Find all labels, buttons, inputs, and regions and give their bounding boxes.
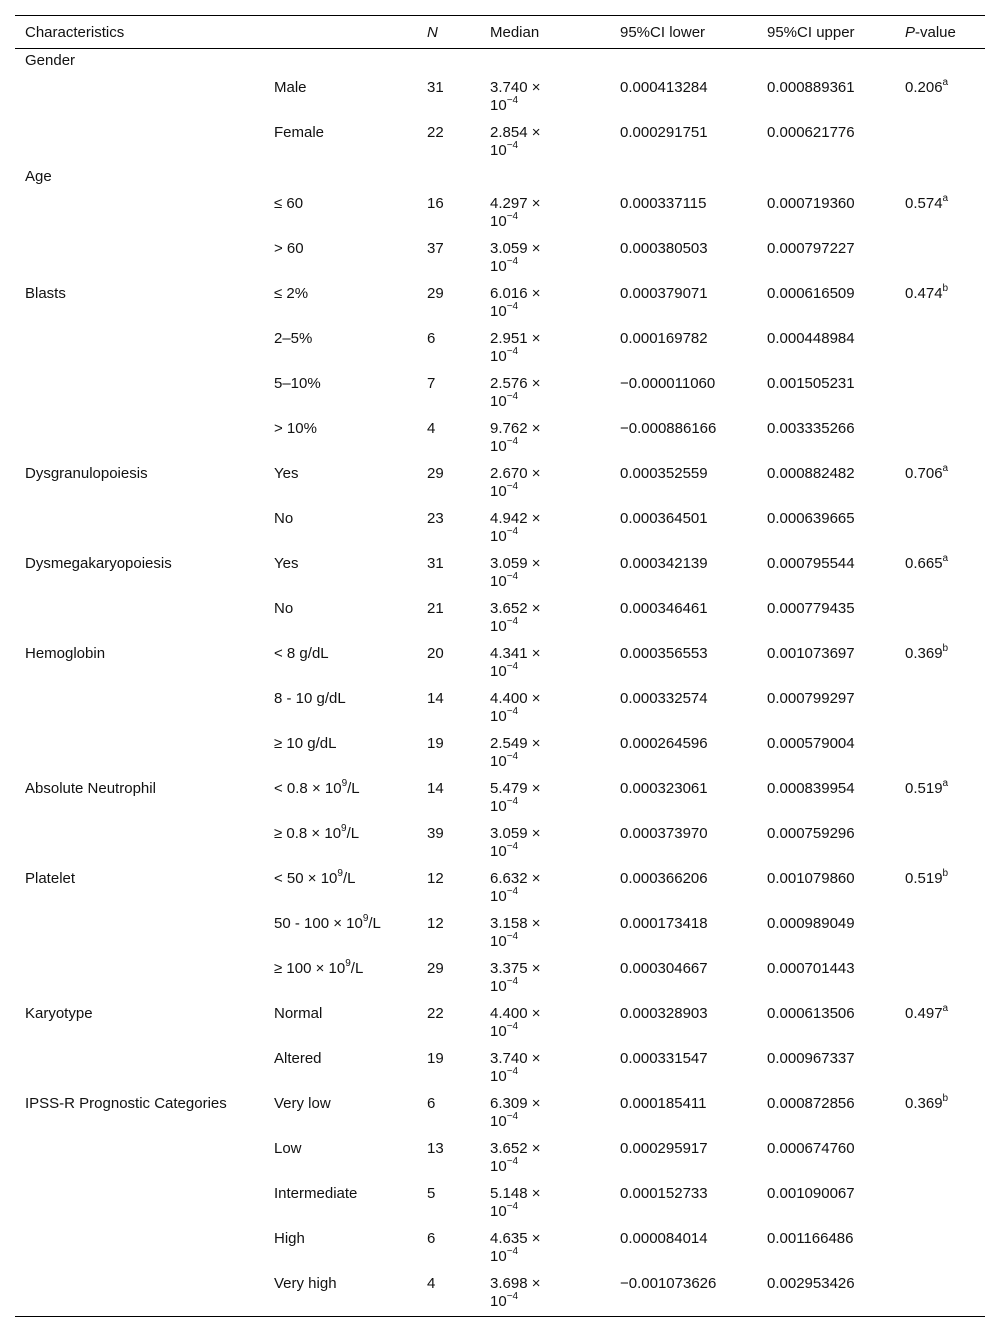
median-text: $3.059 \times 10^{-4}$	[490, 555, 541, 590]
ci-upper-value: 0.000989049	[767, 915, 855, 932]
empty-cell	[264, 165, 417, 191]
median-text: $9.762 \times 10^{-4}$	[490, 420, 541, 455]
empty-cell	[757, 165, 895, 191]
ci-lower-value: 0.000379071	[620, 285, 708, 302]
table-row	[15, 596, 985, 641]
table-row	[15, 551, 985, 596]
subgroup-label: Altered	[274, 1050, 322, 1067]
median-value	[480, 596, 610, 641]
ci-lower-value: 0.000366206	[620, 870, 708, 887]
table-body	[15, 49, 985, 1317]
p-value: 0.519$^a$	[905, 778, 949, 797]
characteristic-label	[15, 1271, 264, 1317]
p-value: 0.497$^a$	[905, 1003, 949, 1022]
ci-lower-value: −0.000011060	[620, 375, 716, 392]
ci-lower-value: 0.000291751	[620, 124, 708, 141]
p-value: 0.665$^a$	[905, 553, 949, 572]
empty-cell	[264, 49, 417, 76]
n-value: 29	[427, 960, 444, 977]
characteristic-label	[15, 416, 264, 461]
characteristic-label	[15, 596, 264, 641]
characteristic-label	[15, 75, 264, 120]
n-value: 29	[427, 465, 444, 482]
ci-upper-value: 0.000799297	[767, 690, 855, 707]
subgroup-label: Yes	[274, 465, 299, 482]
median-value	[480, 641, 610, 686]
median-text: $4.297 \times 10^{-4}$	[490, 195, 541, 230]
n-value: 20	[427, 645, 444, 662]
n-value: 16	[427, 195, 444, 212]
p-value: 0.574$^a$	[905, 193, 949, 212]
characteristic-label	[15, 731, 264, 776]
header-p-rest: -value	[915, 23, 956, 41]
table-row	[15, 506, 985, 551]
table-row	[15, 821, 985, 866]
characteristic-label	[15, 911, 264, 956]
n-value: 23	[427, 510, 444, 527]
median-text: $3.158 \times 10^{-4}$	[490, 915, 541, 950]
ci-lower-value: 0.000331547	[620, 1050, 708, 1067]
p-footnote-mark: a	[942, 778, 949, 789]
subgroup-label: > 60	[274, 240, 304, 257]
p-value	[895, 956, 985, 1001]
subgroup-label: Low	[274, 1140, 302, 1157]
median-value	[480, 120, 610, 165]
median-value	[480, 236, 610, 281]
table-row	[15, 191, 985, 236]
subgroup-label: No	[274, 510, 294, 527]
characteristic-label	[15, 1226, 264, 1271]
median-text: $3.375 \times 10^{-4}$	[490, 960, 541, 995]
characteristic-label	[15, 1136, 264, 1181]
section-row	[15, 165, 985, 191]
ci-upper-value: 0.002953426	[757, 1271, 895, 1317]
median-text: $3.059 \times 10^{-4}$	[490, 240, 541, 275]
table-row	[15, 686, 985, 731]
n-value: 6	[427, 1095, 436, 1112]
median-value	[480, 416, 610, 461]
median-value	[480, 281, 610, 326]
characteristic-label: Blasts	[25, 285, 66, 302]
n-value: 22	[427, 124, 444, 141]
median-text: $5.148 \times 10^{-4}$	[490, 1185, 541, 1220]
p-value	[895, 416, 985, 461]
empty-cell	[757, 49, 895, 76]
median-value	[480, 461, 610, 506]
p-value	[895, 120, 985, 165]
median-text: $3.059 \times 10^{-4}$	[490, 825, 541, 860]
p-footnote-mark: b	[942, 643, 949, 654]
median-value	[480, 506, 610, 551]
median-text: $2.854 \times 10^{-4}$	[490, 124, 541, 159]
n-value: 37	[427, 240, 444, 257]
table-row	[15, 1181, 985, 1226]
characteristic-label	[15, 686, 264, 731]
characteristic-label: Platelet	[25, 870, 76, 887]
ci-lower-value: −0.000886166	[620, 420, 717, 437]
characteristic-label: Dysgranulopoiesis	[25, 465, 148, 482]
table-row	[15, 776, 985, 821]
n-value: 39	[427, 825, 444, 842]
characteristic-label	[15, 956, 264, 1001]
table-row	[15, 236, 985, 281]
ci-upper-value: 0.001166486	[767, 1230, 854, 1247]
p-footnote-mark: a	[942, 1003, 949, 1014]
ci-upper-value: 0.001073697	[767, 645, 855, 662]
table-row	[15, 911, 985, 956]
ci-lower-value: 0.000328903	[620, 1005, 708, 1022]
table-row	[15, 326, 985, 371]
p-value	[895, 821, 985, 866]
ci-upper-value: 0.000701443	[767, 960, 855, 977]
ci-lower-value: 0.000332574	[620, 690, 708, 707]
subgroup-label: < $0.8 \times 10^9/L$	[274, 778, 360, 797]
table-row	[15, 1271, 985, 1317]
median-text: $3.740 \times 10^{-4}$	[490, 79, 541, 114]
characteristic-label: Dysmegakaryopoiesis	[25, 555, 172, 572]
median-value	[480, 911, 610, 956]
subgroup-label: < 8 g/dL	[274, 645, 329, 662]
characteristic-label	[15, 821, 264, 866]
median-value	[480, 191, 610, 236]
table-header	[15, 16, 985, 49]
ci-upper-value: 0.000448984	[767, 330, 855, 347]
table-row	[15, 1001, 985, 1046]
median-text: $2.549 \times 10^{-4}$	[490, 735, 541, 770]
ci-upper-value: 0.000674760	[767, 1140, 855, 1157]
characteristic-label: Absolute Neutrophil	[25, 780, 156, 797]
ci-lower-value: −0.001073626	[610, 1271, 757, 1317]
p-value	[895, 1226, 985, 1271]
ci-upper-value: 0.000616509	[767, 285, 855, 302]
n-value: 13	[427, 1140, 444, 1157]
ci-upper-value: 0.000621776	[767, 124, 855, 141]
median-text: $2.576 \times 10^{-4}$	[490, 375, 541, 410]
median-text: $4.635 \times 10^{-4}$	[490, 1230, 541, 1265]
median-text: $4.400 \times 10^{-4}$	[490, 690, 541, 725]
median-text: $3.652 \times 10^{-4}$	[490, 1140, 541, 1175]
ci-upper-value: 0.001079860	[767, 870, 855, 887]
ci-lower-value: 0.000373970	[620, 825, 708, 842]
ci-upper-value: 0.000639665	[767, 510, 855, 527]
characteristic-label	[15, 236, 264, 281]
p-value	[895, 686, 985, 731]
ci-lower-value: 0.000380503	[620, 240, 708, 257]
header-subgroup	[264, 16, 417, 49]
characteristic-label	[15, 506, 264, 551]
table-row	[15, 281, 985, 326]
ci-upper-value: 0.000579004	[767, 735, 855, 752]
n-value: 22	[427, 1005, 444, 1022]
ci-lower-value: 0.000356553	[620, 645, 708, 662]
median-value	[480, 1271, 610, 1317]
characteristic-label	[15, 1181, 264, 1226]
median-value	[480, 866, 610, 911]
n-value: 12	[427, 915, 444, 932]
subgroup-label: High	[274, 1230, 305, 1247]
characteristic-label	[15, 191, 264, 236]
n-value: 6	[427, 330, 436, 347]
header-ci-lower: 95%CI lower	[610, 16, 757, 49]
p-value: 0.706$^a$	[905, 463, 949, 482]
n-value: 19	[427, 735, 444, 752]
p-footnote-mark: b	[942, 868, 949, 879]
n-value: 12	[427, 870, 444, 887]
n-value: 14	[427, 690, 444, 707]
p-value: 0.369$^b$	[905, 643, 949, 662]
results-table	[15, 15, 985, 1317]
table-row	[15, 1136, 985, 1181]
characteristic-label	[15, 326, 264, 371]
table-row	[15, 641, 985, 686]
median-value	[480, 776, 610, 821]
ci-lower-value: 0.000084014	[620, 1230, 708, 1247]
empty-cell	[417, 49, 480, 76]
subgroup-label: No	[274, 600, 294, 617]
ci-lower-value: 0.000152733	[620, 1185, 708, 1202]
header-p-value	[895, 16, 985, 49]
median-text: $3.652 \times 10^{-4}$	[490, 600, 541, 635]
table-row	[15, 1226, 985, 1271]
table-row	[15, 75, 985, 120]
p-value	[895, 1136, 985, 1181]
subgroup-label: 5–10%	[274, 375, 321, 392]
header-median: Median	[480, 16, 610, 49]
ci-upper-value: 0.003335266	[767, 420, 855, 437]
empty-cell	[610, 165, 757, 191]
subgroup-label: ≤ 60	[274, 195, 304, 212]
subgroup-label: ≥ $100 \times 10^9/L$	[274, 958, 364, 977]
ci-lower-value: 0.000264596	[620, 735, 708, 752]
median-value	[480, 686, 610, 731]
subgroup-label: < $50 \times 10^9/L$	[274, 868, 356, 887]
n-value: 21	[427, 600, 444, 617]
empty-cell	[895, 165, 985, 191]
median-text: $3.698 \times 10^{-4}$	[490, 1275, 541, 1310]
p-value: 0.474$^b$	[905, 283, 949, 302]
section-row	[15, 49, 985, 76]
median-value	[480, 75, 610, 120]
ci-upper-value: 0.000797227	[767, 240, 855, 257]
n-value: 14	[427, 780, 444, 797]
ci-lower-value: 0.000304667	[620, 960, 708, 977]
median-text: $6.632 \times 10^{-4}$	[490, 870, 541, 905]
n-value: 31	[427, 555, 444, 572]
n-value: 5	[427, 1185, 436, 1202]
p-footnote-mark: a	[942, 193, 949, 204]
median-value	[480, 1136, 610, 1181]
n-value: 31	[427, 79, 444, 96]
p-value	[895, 506, 985, 551]
header-characteristics: Characteristics	[15, 16, 264, 49]
median-value	[480, 821, 610, 866]
subgroup-label: Very low	[274, 1095, 331, 1112]
median-text: $6.016 \times 10^{-4}$	[490, 285, 541, 320]
n-value: 6	[427, 1230, 436, 1247]
p-value	[895, 911, 985, 956]
table-row	[15, 956, 985, 1001]
subgroup-label: ≥ $0.8 \times 10^9/L$	[274, 823, 360, 842]
median-text: $3.740 \times 10^{-4}$	[490, 1050, 541, 1085]
subgroup-label: $50 - 100 \times 10^9/L$	[274, 913, 381, 932]
median-value	[480, 1181, 610, 1226]
characteristic-label	[15, 371, 264, 416]
subgroup-label: Male	[274, 79, 307, 96]
p-value	[895, 326, 985, 371]
p-value: 0.206$^a$	[905, 77, 949, 96]
subgroup-label: Female	[274, 124, 325, 141]
n-value: 29	[427, 285, 444, 302]
empty-cell	[480, 49, 610, 76]
characteristic-label: IPSS-R Prognostic Categories	[25, 1095, 227, 1112]
characteristic-label: Hemoglobin	[25, 645, 106, 662]
median-value	[480, 371, 610, 416]
ci-upper-value: 0.000872856	[767, 1095, 855, 1112]
median-text: $4.400 \times 10^{-4}$	[490, 1005, 541, 1040]
subgroup-label: Normal	[274, 1005, 323, 1022]
median-text: $5.479 \times 10^{-4}$	[490, 780, 541, 815]
table-row	[15, 416, 985, 461]
p-footnote-mark: a	[942, 553, 949, 564]
table-row	[15, 120, 985, 165]
p-value: 0.519$^b$	[905, 868, 949, 887]
ci-upper-value: 0.001090067	[767, 1185, 855, 1202]
median-text: $6.309 \times 10^{-4}$	[490, 1095, 541, 1130]
subgroup-label: ≥ 10 g/dL	[274, 735, 337, 752]
p-footnote-mark: b	[942, 283, 949, 294]
ci-lower-value: 0.000173418	[620, 915, 708, 932]
ci-lower-value: 0.000185411	[620, 1095, 707, 1112]
table-row	[15, 1046, 985, 1091]
median-value	[480, 551, 610, 596]
ci-upper-value: 0.000719360	[767, 195, 855, 212]
header-p-italic: P	[905, 23, 916, 41]
ci-upper-value: 0.000882482	[767, 465, 855, 482]
n-value: 4	[427, 420, 436, 437]
p-value	[895, 371, 985, 416]
ci-upper-value: 0.000759296	[767, 825, 855, 842]
p-value	[895, 596, 985, 641]
ci-upper-value: 0.000967337	[767, 1050, 855, 1067]
subgroup-label: 8 - 10 g/dL	[274, 690, 346, 707]
ci-lower-value: 0.000413284	[620, 79, 708, 96]
p-footnote-mark: a	[942, 463, 949, 474]
subgroup-label: > 10%	[274, 420, 317, 437]
header-ci-upper: 95%CI upper	[757, 16, 895, 49]
median-value	[480, 1046, 610, 1091]
table-row	[15, 1091, 985, 1136]
median-text: $2.951 \times 10^{-4}$	[490, 330, 541, 365]
characteristic-label	[15, 1046, 264, 1091]
empty-cell	[417, 165, 480, 191]
ci-upper-value: 0.000613506	[767, 1005, 855, 1022]
n-value: 4	[417, 1271, 480, 1317]
table-row	[15, 461, 985, 506]
ci-lower-value: 0.000337115	[620, 195, 707, 212]
p-value	[895, 1181, 985, 1226]
median-value	[480, 956, 610, 1001]
p-value: 0.369$^b$	[905, 1093, 949, 1112]
median-text: $2.670 \times 10^{-4}$	[490, 465, 541, 500]
ci-upper-value: 0.000839954	[767, 780, 855, 797]
n-value: 19	[427, 1050, 444, 1067]
median-value	[480, 1001, 610, 1046]
characteristic-label: Age	[25, 168, 52, 185]
subgroup-label: 2–5%	[274, 330, 313, 347]
table-row	[15, 371, 985, 416]
characteristic-label: Gender	[25, 52, 76, 69]
subgroup-label: Very high	[264, 1271, 417, 1317]
ci-upper-value: 0.000889361	[767, 79, 855, 96]
ci-lower-value: 0.000346461	[620, 600, 708, 617]
ci-lower-value: 0.000342139	[620, 555, 708, 572]
p-value	[895, 1046, 985, 1091]
p-value	[895, 731, 985, 776]
ci-upper-value: 0.000795544	[767, 555, 855, 572]
table-row	[15, 731, 985, 776]
p-value	[895, 1271, 985, 1317]
ci-lower-value: 0.000364501	[620, 510, 708, 527]
median-value	[480, 1091, 610, 1136]
ci-lower-value: 0.000169782	[620, 330, 708, 347]
table-row	[15, 866, 985, 911]
ci-upper-value: 0.000779435	[767, 600, 855, 617]
p-value	[895, 236, 985, 281]
median-text: $4.942 \times 10^{-4}$	[490, 510, 541, 545]
subgroup-label: Yes	[274, 555, 299, 572]
median-value	[480, 326, 610, 371]
characteristic-label: Karyotype	[25, 1005, 93, 1022]
median-text: $4.341 \times 10^{-4}$	[490, 645, 541, 680]
n-value: 7	[427, 375, 436, 392]
ci-lower-value: 0.000295917	[620, 1140, 708, 1157]
ci-lower-value: 0.000323061	[620, 780, 708, 797]
subgroup-label: ≤ 2%	[274, 285, 309, 302]
ci-lower-value: 0.000352559	[620, 465, 708, 482]
ci-upper-value: 0.001505231	[767, 375, 855, 392]
empty-cell	[610, 49, 757, 76]
empty-cell	[895, 49, 985, 76]
empty-cell	[480, 165, 610, 191]
subgroup-label: Intermediate	[274, 1185, 358, 1202]
p-footnote-mark: a	[942, 77, 949, 88]
header-n: N	[417, 16, 480, 49]
median-value	[480, 731, 610, 776]
median-value	[480, 1226, 610, 1271]
characteristic-label	[15, 120, 264, 165]
p-footnote-mark: b	[942, 1093, 949, 1104]
